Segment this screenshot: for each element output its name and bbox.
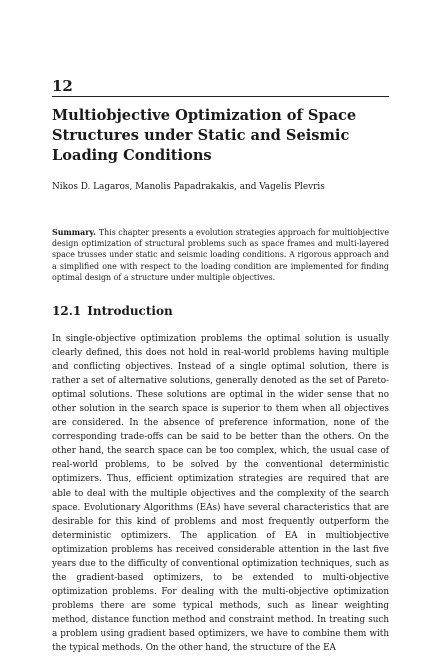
body-paragraph: In single-objective optimization problems the optimal solution is usually clearly defined, this does not hold in real-world problems having multiple and conflicting objectives. Instead of a single optimal solution, there is rather a set of alternative solutions, generally denoted as the set of Pareto-optimal solutions. These solutions are optimal in the wider sense that no other solution in the search space is superior to them when all objectives are considered. In the absence of preference information, none of the corresponding trade-offs can be said to be better than the others. On the other hand, the search space can be too complex, which, the usual case of real-world problems, to be solved by the conventional deterministic optimizers. Thus, efficient optimization strategies are required that are able to deal with the multiple objectives and the complexity of the search space. Evolutionary Algorithms (EAs) have several characteristics that are desirable for this kind of problems and most frequently outperform the deterministic optimizers. The application of EA in multiobjective optimization problems has received considerable attention in the last five years due to the difficulty of conventional optimization techniques, such as the gradient-based optimizers, to be extended to multi-objective optimization problems. For dealing with the multi-objective optimization problems there are some typical methods, such as linear weighting method, distance function method and constraint method. In treating such a problem using gradient based optimizers, we have to combine them with the typical methods. On the other hand, the structure of the EA: [52, 334, 389, 654]
summary-label: Summary.: [52, 228, 96, 237]
chapter-summary: [52, 227, 389, 283]
chapter-title: Multiobjective Optimization of Space Structures under Static and Seismic Loading Conditions: [52, 107, 357, 164]
summary-text: This chapter presents a evolution strategies approach for multiobjective design optimization of structural problems such as space frames and multi-layered space trusses under static and seismic loading conditions. A rigorous approach and a simplified one with respect to the loading condition are implemented for finding optimal design of a structure under multiple objectives.: [52, 228, 389, 282]
chapter-authors: Nikos D. Lagaros, Manolis Papadrakakis, and Vagelis Plevris: [52, 182, 325, 192]
section-number: 12.1: [52, 304, 82, 318]
chapter-rule: [52, 96, 389, 97]
section-heading: [52, 303, 389, 319]
section-title: Introduction: [87, 304, 173, 318]
chapter-number: 12: [52, 77, 73, 95]
